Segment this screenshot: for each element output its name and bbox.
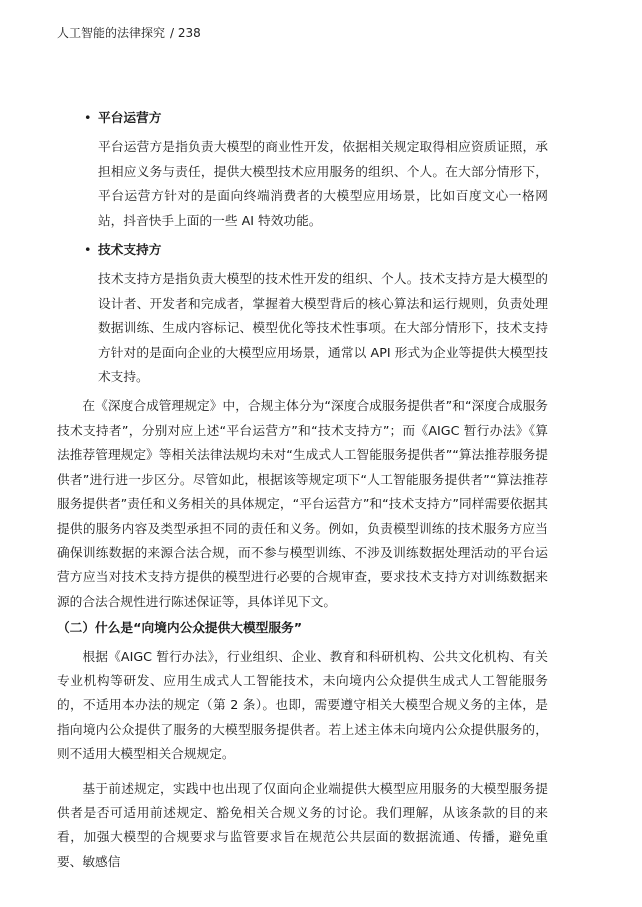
page-number: / 238	[170, 26, 201, 40]
bullet-dot-icon: •	[84, 242, 92, 258]
deep-synthesis-paragraph: 在《深度合成管理规定》中，合规主体分为“深度合成服务提供者”和“深度合成服务技术支持者”，分别对应上述“平台运营方”和“技术支持方”；而《AIGC 暂行办法》《算法推荐管理规定》等相关法律法规均未对“生成式人工智能服务提供者”“算法推荐服务提供者”进行进一步区分。尽管如此，根据该等规定项下“人工智能服务提供者”“算法推荐服务提供者”责任和义务相关的具体规定，“平台运营方”和“技术支持方”同样需要依据其提供的服务内容及类型承担不同的责任和义务。例如，负责模型训练的技术服务方应当确保训练数据的来源合法合规，而不参与模型训练、不涉及训练数据处理活动的平台运营方应当对技术支持方提供的模型进行必要的合规审查，要求技术支持方对训练数据来源的合法合规性进行陈述保证等，具体详见下文。	[57, 398, 548, 609]
running-header	[57, 24, 201, 41]
section-heading-two: （二）什么是“向境内公众提供大模型服务”	[57, 620, 303, 636]
bullet-heading-platform-operator	[57, 106, 548, 130]
practice-discussion-paragraph: 基于前述规定，实践中也出现了仅面向企业端提供大模型应用服务的大模型服务提供者是否可适用前述规定、豁免相关合规义务的讨论。我们理解，从该条款的目的来看，加强大模型的合规要求与监管要求旨在规范公共层面的数据流通、传播，避免重要、敏感信	[57, 780, 548, 869]
bullet-heading-tech-supporter	[57, 238, 548, 262]
bullet-heading-label: 技术支持方	[98, 242, 162, 258]
aigc-measures-paragraph: 根据《AIGC 暂行办法》，行业组织、企业、教育和科研机构、公共文化机构、有关专业机构等研发、应用生成式人工智能技术，未向境内公众提供生成式人工智能服务的，不适用本办法的规定（第 2 条）。也即，需要遵守相关大模型合规义务的主体，是指向境内公众提供了服务的大模型服务提供者。若上述主体未向境内公众提供服务的，则不适用大模型相关合规规定。	[57, 648, 548, 762]
book-title: 人工智能的法律探究	[57, 26, 166, 40]
page-body	[57, 106, 548, 874]
tech-supporter-paragraph: 技术支持方是指负责大模型的技术性开发的组织、个人。技术支持方是大模型的设计者、开发者和完成者，掌握着大模型背后的核心算法和运行规则，负责处理数据训练、生成内容标记、模型优化等技术性事项。在大部分情形下，技术支持方针对的是面向企业的大模型应用场景，通常以 API 形式为企业等提供大模型技术支持。	[98, 271, 548, 385]
bullet-dot-icon: •	[84, 110, 92, 125]
platform-operator-paragraph: 平台运营方是指负责大模型的商业性开发，依据相关规定取得相应资质证照，承担相应义务与责任，提供大模型技术应用服务的组织、个人。在大部分情形下，平台运营方针对的是面向终端消费者的大模型应用场景，比如百度文心一格网站，抖音快手上面的一些 AI 特效功能。	[98, 139, 548, 228]
bullet-heading-label: 平台运营方	[98, 110, 162, 125]
